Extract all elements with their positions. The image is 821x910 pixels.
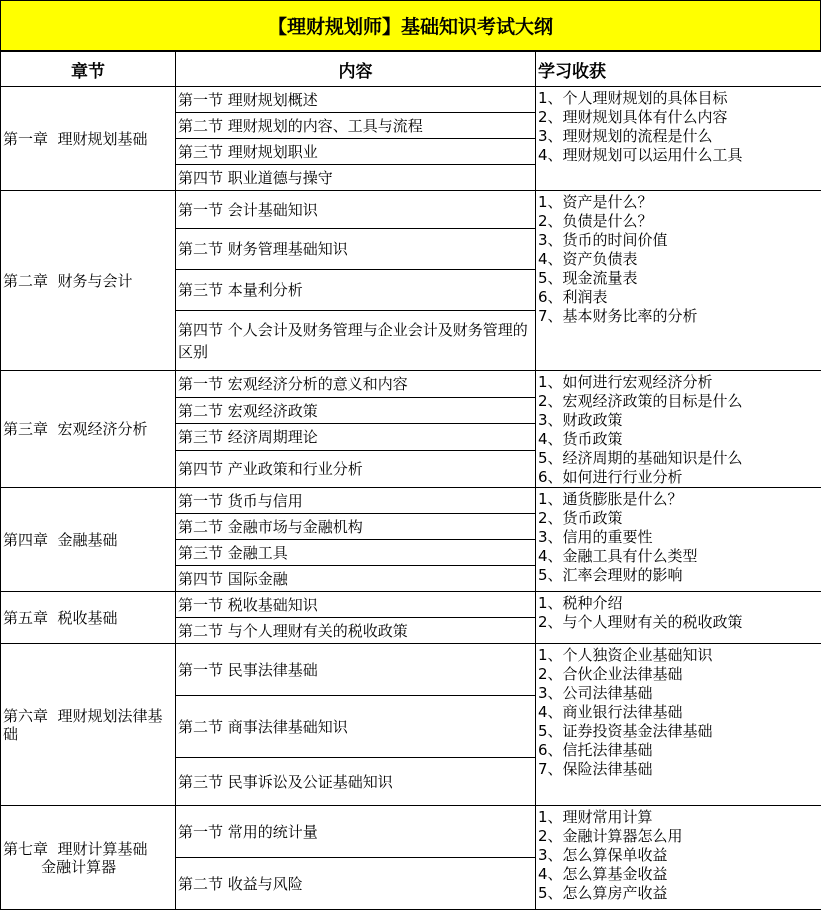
- header-gains: 学习收获: [536, 52, 821, 87]
- gain-item: 5、证券投资基金法律基础: [538, 722, 819, 741]
- gain-item: 3、货币的时间价值: [538, 231, 819, 250]
- gains-cell: [536, 371, 821, 488]
- gain-item: 4、资产负债表: [538, 250, 819, 269]
- chapter-cell: 第一章 理财规划基础: [1, 87, 176, 191]
- gains-cell: [536, 191, 821, 371]
- gain-item: 2、宏观经济政策的目标是什么: [538, 392, 819, 411]
- gains-cell: [536, 488, 821, 592]
- chapter-cell: 第四章 金融基础: [1, 488, 176, 592]
- gain-item: 3、信用的重要性: [538, 528, 819, 547]
- gain-item: 1、通货膨胀是什么？: [538, 490, 819, 509]
- section-cell: 第二节 商事法律基础知识: [176, 696, 536, 758]
- header-chapter: 章节: [1, 52, 176, 87]
- gain-item: 3、怎么算保单收益: [538, 846, 819, 865]
- section-cell: 第二节 理财规划的内容、工具与流程: [176, 113, 536, 139]
- chapter-cell: 第五章 税收基础: [1, 592, 176, 644]
- table-body: [1, 87, 821, 910]
- gain-item: 6、如何进行行业分析: [538, 468, 819, 487]
- gain-item: 4、金融工具有什么类型: [538, 547, 819, 566]
- gain-item: 4、货币政策: [538, 430, 819, 449]
- table-row: [1, 644, 821, 696]
- chapter-cell: 第六章 理财规划法律基础: [1, 644, 176, 806]
- gain-item: 5、怎么算房产收益: [538, 884, 819, 903]
- gain-item: 1、税种介绍: [538, 594, 819, 613]
- gains-cell: [536, 87, 821, 191]
- chapter-cell: 第二章 财务与会计: [1, 191, 176, 371]
- gain-item: 7、基本财务比率的分析: [538, 307, 819, 326]
- section-cell: 第三节 经济周期理论: [176, 424, 536, 451]
- section-cell: 第一节 理财规划概述: [176, 87, 536, 113]
- section-cell: 第二节 金融市场与金融机构: [176, 514, 536, 540]
- section-cell: 第三节 本量利分析: [176, 270, 536, 311]
- section-cell: 第四节 国际金融: [176, 566, 536, 592]
- section-cell: 第一节 货币与信用: [176, 488, 536, 514]
- gains-cell: [536, 592, 821, 644]
- section-cell: 第三节 金融工具: [176, 540, 536, 566]
- table-row: [1, 488, 821, 514]
- page-title: 【理财规划师】基础知识考试大纲: [0, 0, 821, 51]
- section-cell: 第二节 财务管理基础知识: [176, 229, 536, 270]
- section-cell: 第四节 产业政策和行业分析: [176, 451, 536, 488]
- gains-cell: [536, 806, 821, 910]
- section-cell: 第一节 常用的统计量: [176, 806, 536, 858]
- gains-cell: [536, 644, 821, 806]
- gain-item: 5、汇率会理财的影响: [538, 566, 819, 585]
- syllabus-table: [0, 51, 821, 910]
- section-cell: 第二节 收益与风险: [176, 858, 536, 910]
- chapter-cell: 第七章 理财计算基础 金融计算器: [1, 806, 176, 910]
- gain-item: 1、理财常用计算: [538, 808, 819, 827]
- header-content: 内容: [176, 52, 536, 87]
- gain-item: 2、合伙企业法律基础: [538, 665, 819, 684]
- gain-item: 2、货币政策: [538, 509, 819, 528]
- gain-item: 3、财政政策: [538, 411, 819, 430]
- chapter-cell: 第三章 宏观经济分析: [1, 371, 176, 488]
- section-cell: 第二节 宏观经济政策: [176, 397, 536, 424]
- table-row: [1, 806, 821, 858]
- section-cell: 第一节 宏观经济分析的意义和内容: [176, 371, 536, 398]
- gain-item: 2、理财规划具体有什么内容: [538, 108, 819, 127]
- gain-item: 5、经济周期的基础知识是什么: [538, 449, 819, 468]
- table-row: [1, 592, 821, 618]
- section-cell: 第三节 理财规划职业: [176, 139, 536, 165]
- section-cell: 第二节 与个人理财有关的税收政策: [176, 618, 536, 644]
- gain-item: 3、理财规划的流程是什么: [538, 127, 819, 146]
- gain-item: 2、与个人理财有关的税收政策: [538, 613, 819, 632]
- gain-item: 6、利润表: [538, 288, 819, 307]
- table-row: [1, 371, 821, 398]
- gain-item: 1、资产是什么？: [538, 193, 819, 212]
- gain-item: 5、现金流量表: [538, 269, 819, 288]
- gain-item: 7、保险法律基础: [538, 760, 819, 779]
- section-cell: 第三节 民事诉讼及公证基础知识: [176, 758, 536, 806]
- gain-item: 2、金融计算器怎么用: [538, 827, 819, 846]
- gain-item: 4、商业银行法律基础: [538, 703, 819, 722]
- gain-item: 4、怎么算基金收益: [538, 865, 819, 884]
- section-cell: 第四节 个人会计及财务管理与企业会计及财务管理的区别: [176, 311, 536, 371]
- section-cell: 第一节 会计基础知识: [176, 191, 536, 229]
- table-row: [1, 191, 821, 229]
- gain-item: 1、如何进行宏观经济分析: [538, 373, 819, 392]
- gain-item: 1、个人独资企业基础知识: [538, 646, 819, 665]
- section-cell: 第一节 税收基础知识: [176, 592, 536, 618]
- gain-item: 6、信托法律基础: [538, 741, 819, 760]
- gain-item: 1、个人理财规划的具体目标: [538, 89, 819, 108]
- section-cell: 第一节 民事法律基础: [176, 644, 536, 696]
- gain-item: 2、负债是什么？: [538, 212, 819, 231]
- gain-item: 3、公司法律基础: [538, 684, 819, 703]
- section-cell: 第四节 职业道德与操守: [176, 165, 536, 191]
- header-row: [1, 52, 821, 87]
- table-row: [1, 87, 821, 113]
- gain-item: 4、理财规划可以运用什么工具: [538, 146, 819, 165]
